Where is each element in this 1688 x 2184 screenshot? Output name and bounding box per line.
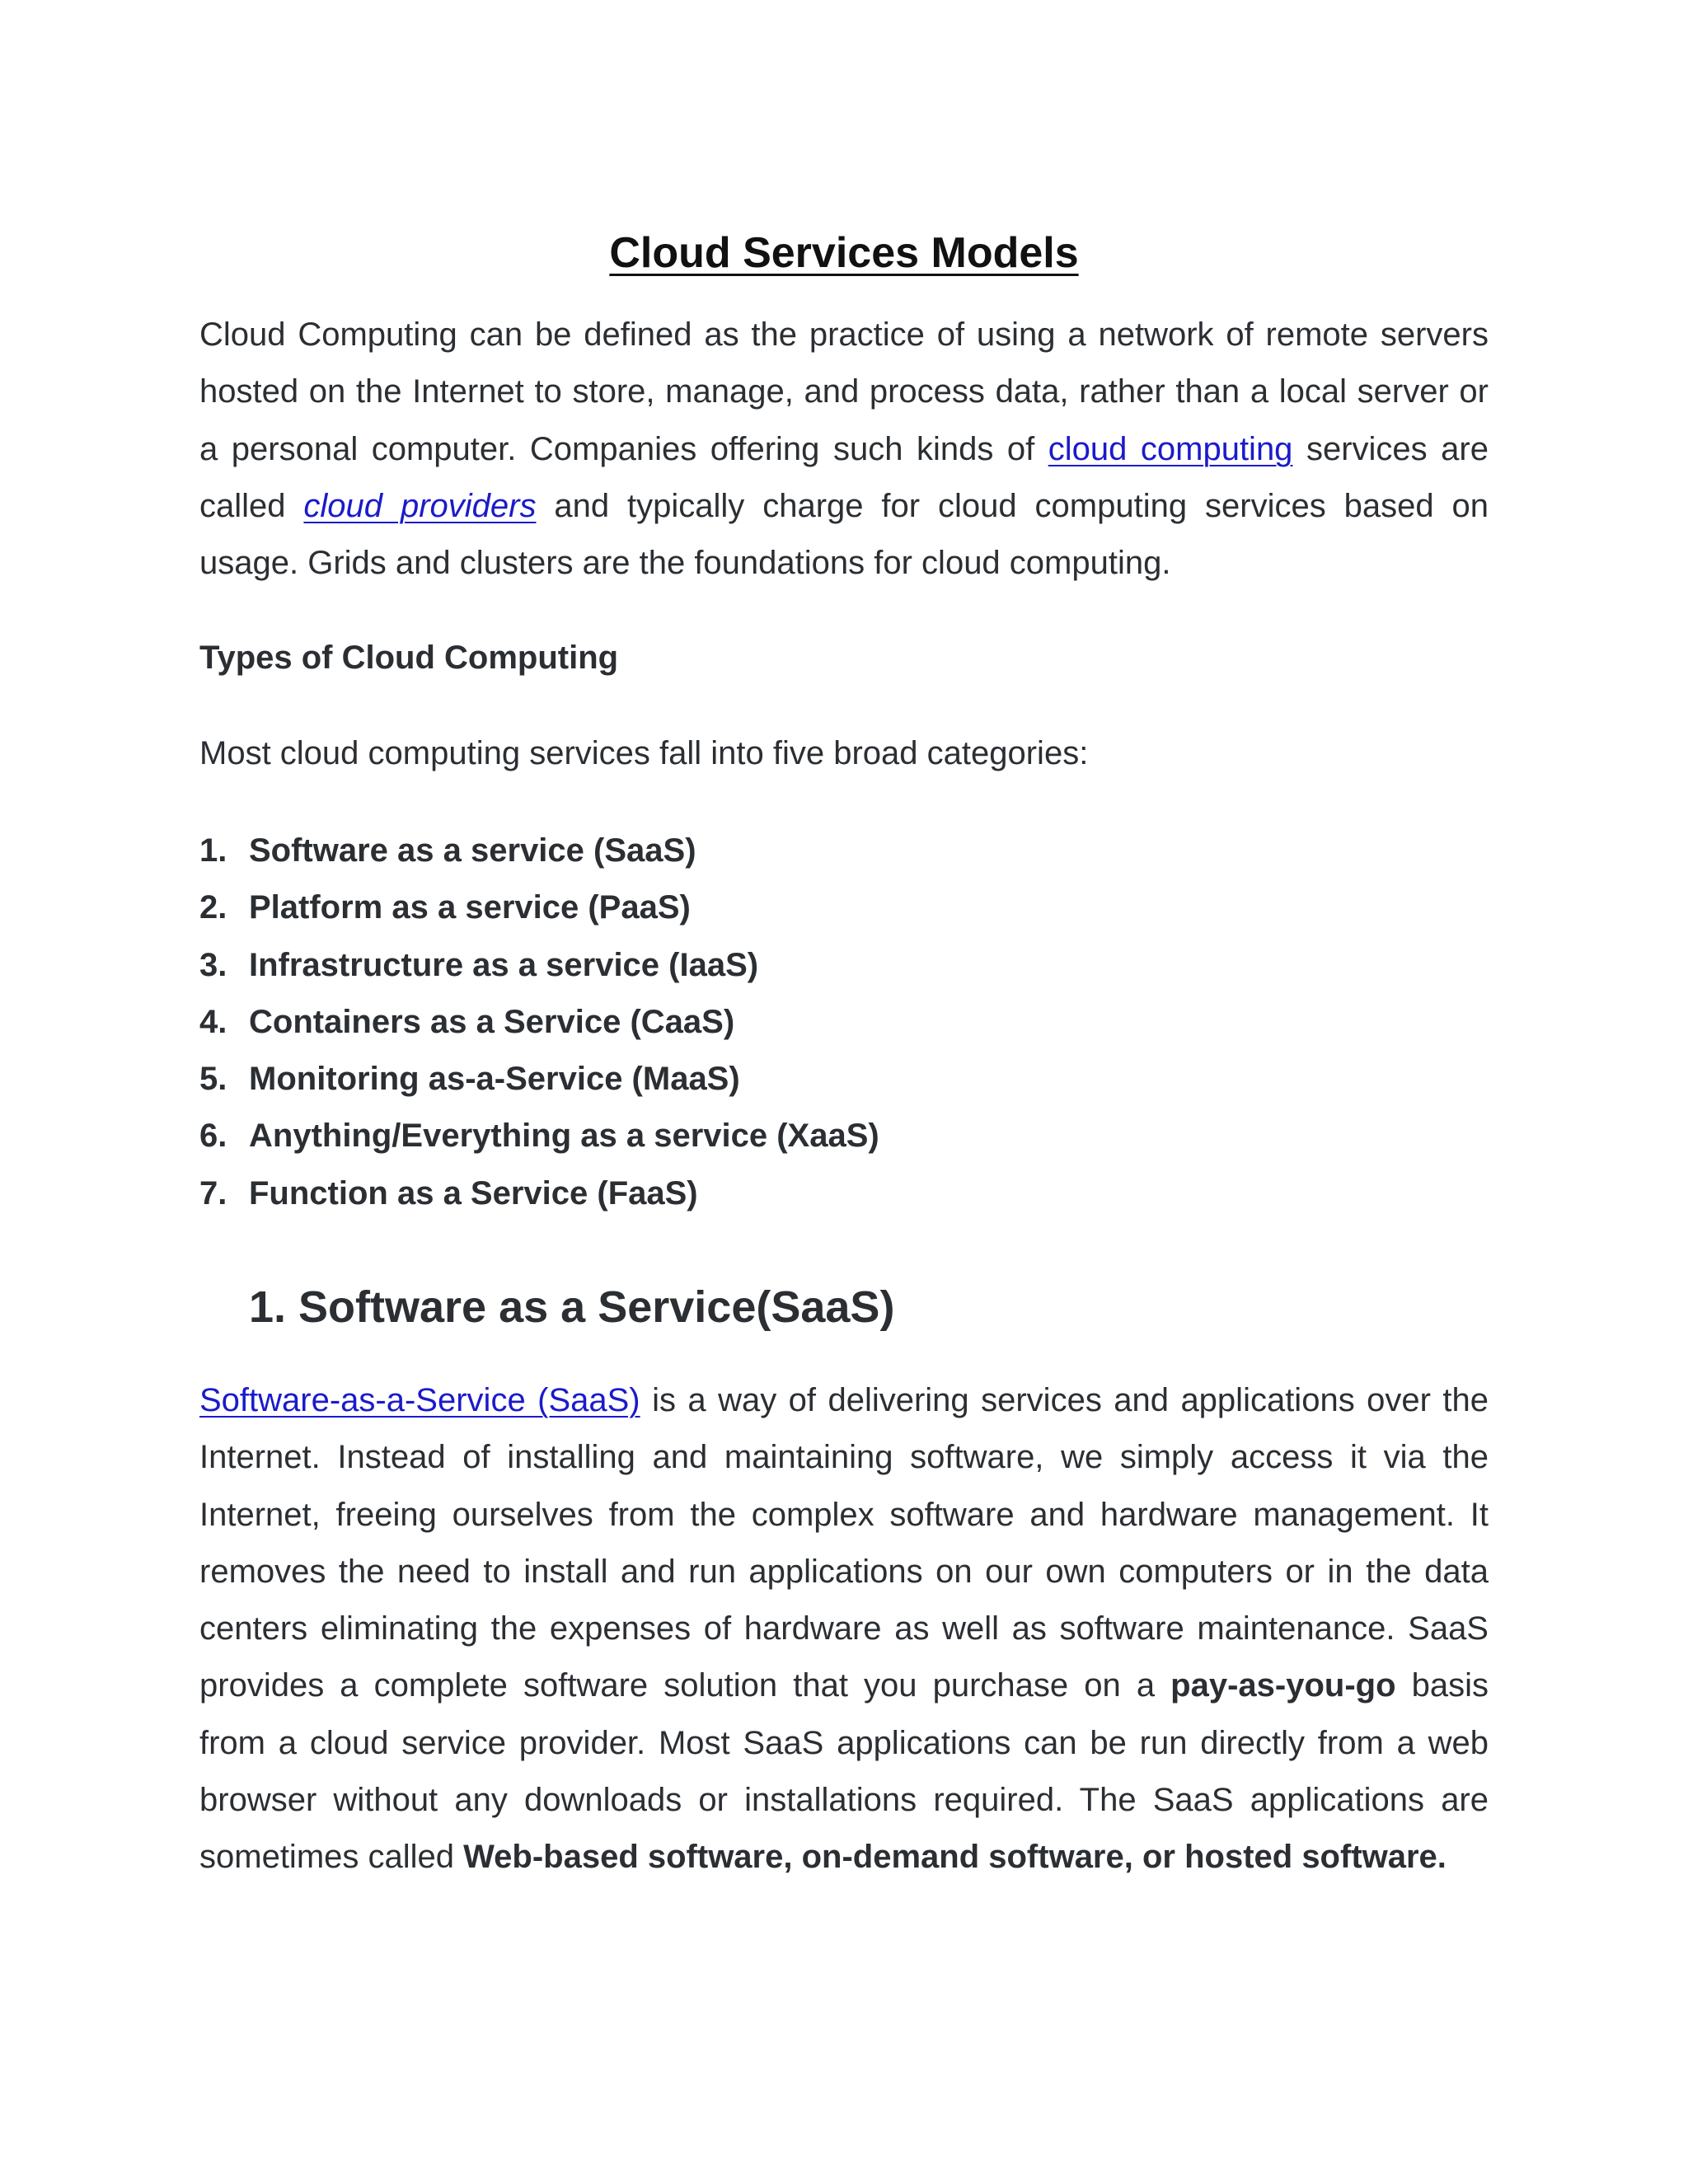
list-item-label: Infrastructure as a service (IaaS) [249, 946, 759, 983]
list-item [199, 1108, 879, 1165]
saas-paragraph [199, 1372, 1489, 1886]
list-item-label: Function as a Service (FaaS) [249, 1174, 698, 1212]
saas-text-2: basis from a cloud service provider. Most SaaS applications can be run directly from a web browser without any downloads or installations required. The SaaS applications are sometimes called [199, 1667, 1489, 1876]
list-item [199, 823, 879, 879]
saas-text-1: is a way of delivering services and applications over the Internet. Instead of installing and maintaining software, we simply access it via the Internet, freeing ourselves from the complex software and hardware management. It removes the need to install and run applications on our own computers or in the data centers eliminating the expenses of hardware as well as software maintenance. SaaS provides a complete software solution that you purchase on a [199, 1382, 1489, 1704]
intro-text-1: Cloud Computing can be defined as the practice of using a network of remote servers hosted on the Internet to store, manage, and process data, rather than a local server or a personal computer. Companies offering such kinds of [199, 316, 1489, 467]
cloud-providers-link[interactable]: cloud providers [303, 487, 537, 524]
list-item-number: 4. [199, 1003, 227, 1040]
categories-lead: Most cloud computing services fall into five broad categories: [199, 735, 1089, 771]
page-title-text: Cloud Services Models [609, 228, 1079, 277]
categories-list [199, 823, 879, 1222]
list-item [199, 1165, 879, 1222]
list-item [199, 937, 879, 994]
saas-alt-names-text: Web-based software, on-demand software, or hosted software. [463, 1839, 1447, 1876]
list-item-number: 7. [199, 1174, 227, 1212]
list-item-number: 3. [199, 946, 227, 983]
list-item-number: 6. [199, 1118, 227, 1155]
list-item-label: Software as a service (SaaS) [249, 832, 696, 869]
list-item [199, 879, 879, 936]
pay-as-you-go-text: pay-as-you-go [1170, 1667, 1396, 1704]
types-heading: Types of Cloud Computing [199, 640, 619, 676]
page-title [199, 220, 1489, 286]
intro-text-2: services are called [199, 430, 1489, 524]
list-item [199, 994, 879, 1051]
list-item-number: 1. [199, 832, 227, 869]
list-item-number: 5. [199, 1061, 227, 1098]
intro-text-3: and typically charge for cloud computing services based on usage. Grids and clusters are the foundations for cloud computing. [199, 487, 1489, 582]
list-item-label: Anything/Everything as a service (XaaS) [249, 1118, 879, 1155]
list-item-label: Monitoring as-a-Service (MaaS) [249, 1061, 740, 1098]
cloud-computing-link[interactable]: cloud computing [1048, 430, 1293, 467]
list-item [199, 1051, 879, 1108]
list-item-label: Containers as a Service (CaaS) [249, 1003, 735, 1040]
saas-link[interactable]: Software-as-a-Service (SaaS) [199, 1382, 640, 1418]
saas-section-heading: 1. Software as a Service(SaaS) [249, 1282, 895, 1332]
intro-paragraph [199, 307, 1489, 592]
list-item-number: 2. [199, 889, 227, 926]
list-item-label: Platform as a service (PaaS) [249, 889, 691, 926]
